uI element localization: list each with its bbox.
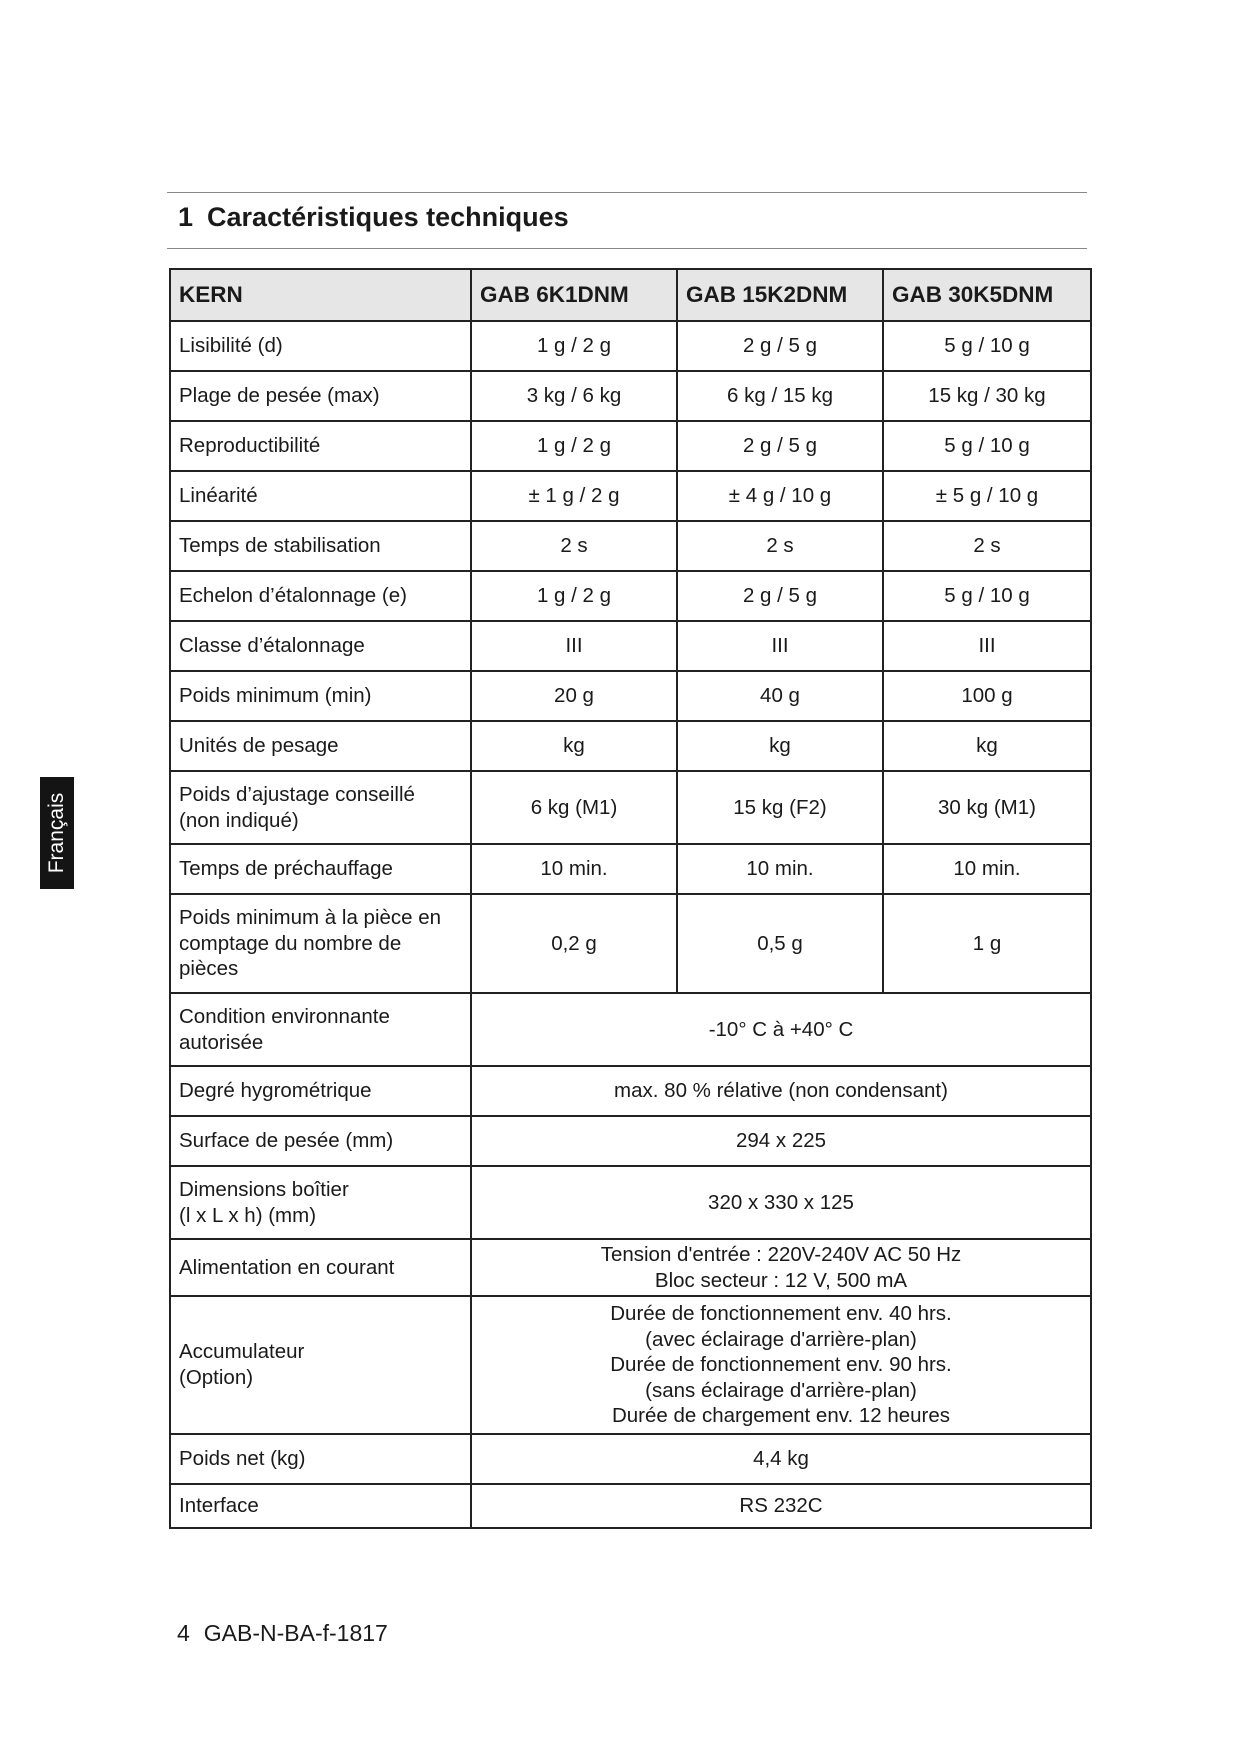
table-row xyxy=(170,894,1091,993)
specifications-table xyxy=(169,268,1092,1529)
table-row xyxy=(170,571,1091,621)
row-value: 2 s xyxy=(883,521,1091,571)
language-tab-label: Français xyxy=(45,792,68,874)
row-value: 2 s xyxy=(677,521,883,571)
row-value: 15 kg / 30 kg xyxy=(883,371,1091,421)
row-value: III xyxy=(677,621,883,671)
table-header-row xyxy=(170,269,1091,321)
top-rule xyxy=(167,192,1087,193)
row-value: 5 g / 10 g xyxy=(883,571,1091,621)
row-value: 10 min. xyxy=(471,844,677,894)
page-footer xyxy=(177,1620,388,1647)
table-row xyxy=(170,421,1091,471)
row-label: Alimentation en courant xyxy=(170,1239,471,1296)
table-row xyxy=(170,621,1091,671)
row-value: ± 5 g / 10 g xyxy=(883,471,1091,521)
row-label: Surface de pesée (mm) xyxy=(170,1116,471,1166)
header-cell-brand: KERN xyxy=(170,269,471,321)
row-label: Poids d’ajustage conseillé (non indiqué) xyxy=(170,771,471,844)
table-row xyxy=(170,771,1091,844)
table-row xyxy=(170,1296,1091,1434)
merged-value: -10° C à +40° C xyxy=(471,993,1091,1066)
row-value: 1 g xyxy=(883,894,1091,993)
row-label: Lisibilité (d) xyxy=(170,321,471,371)
row-value: 1 g / 2 g xyxy=(471,571,677,621)
row-value: 0,2 g xyxy=(471,894,677,993)
table-row xyxy=(170,521,1091,571)
row-value: kg xyxy=(471,721,677,771)
row-label: Poids minimum à la pièce en comptage du nombre de pièces xyxy=(170,894,471,993)
row-value: 1 g / 2 g xyxy=(471,321,677,371)
row-value: 40 g xyxy=(677,671,883,721)
row-label: Unités de pesage xyxy=(170,721,471,771)
row-value: 100 g xyxy=(883,671,1091,721)
table-row xyxy=(170,1434,1091,1484)
row-value: 30 kg (M1) xyxy=(883,771,1091,844)
row-value: kg xyxy=(883,721,1091,771)
header-cell-model-3: GAB 30K5DNM xyxy=(883,269,1091,321)
document-id: GAB-N-BA-f-1817 xyxy=(203,1620,388,1646)
row-value: 6 kg (M1) xyxy=(471,771,677,844)
row-label: Linéarité xyxy=(170,471,471,521)
row-value: ± 4 g / 10 g xyxy=(677,471,883,521)
row-value: 6 kg / 15 kg xyxy=(677,371,883,421)
table-row xyxy=(170,1484,1091,1528)
row-label: Poids net (kg) xyxy=(170,1434,471,1484)
row-label: Accumulateur (Option) xyxy=(170,1296,471,1434)
row-label: Temps de stabilisation xyxy=(170,521,471,571)
row-label: Classe d’étalonnage xyxy=(170,621,471,671)
section-heading xyxy=(178,202,569,233)
table-row xyxy=(170,321,1091,371)
row-value: 2 s xyxy=(471,521,677,571)
row-label: Interface xyxy=(170,1484,471,1528)
row-label: Temps de préchauffage xyxy=(170,844,471,894)
merged-value: RS 232C xyxy=(471,1484,1091,1528)
table-row xyxy=(170,1239,1091,1296)
section-number: 1 xyxy=(178,202,194,232)
table-row xyxy=(170,844,1091,894)
table-row xyxy=(170,993,1091,1066)
row-value: kg xyxy=(677,721,883,771)
merged-value: max. 80 % rélative (non condensant) xyxy=(471,1066,1091,1116)
row-value: 0,5 g xyxy=(677,894,883,993)
row-label: Echelon d’étalonnage (e) xyxy=(170,571,471,621)
row-value: 10 min. xyxy=(883,844,1091,894)
row-value: 2 g / 5 g xyxy=(677,421,883,471)
row-label: Plage de pesée (max) xyxy=(170,371,471,421)
merged-value: 294 x 225 xyxy=(471,1116,1091,1166)
header-cell-model-1: GAB 6K1DNM xyxy=(471,269,677,321)
section-title: Caractéristiques techniques xyxy=(207,202,569,232)
row-value: III xyxy=(883,621,1091,671)
row-label: Poids minimum (min) xyxy=(170,671,471,721)
merged-value: Tension d'entrée : 220V-240V AC 50 Hz Bloc secteur : 12 V, 500 mA xyxy=(471,1239,1091,1296)
row-value: 2 g / 5 g xyxy=(677,571,883,621)
table-row xyxy=(170,721,1091,771)
row-value: 5 g / 10 g xyxy=(883,421,1091,471)
row-value: 1 g / 2 g xyxy=(471,421,677,471)
row-label: Reproductibilité xyxy=(170,421,471,471)
language-tab xyxy=(40,777,74,889)
row-value: 3 kg / 6 kg xyxy=(471,371,677,421)
row-value: 10 min. xyxy=(677,844,883,894)
page-number: 4 xyxy=(177,1620,190,1646)
row-value: ± 1 g / 2 g xyxy=(471,471,677,521)
row-value: 20 g xyxy=(471,671,677,721)
row-label: Condition environnante autorisée xyxy=(170,993,471,1066)
bottom-rule xyxy=(167,248,1087,249)
table-row xyxy=(170,1066,1091,1116)
table-row xyxy=(170,671,1091,721)
table-row xyxy=(170,1166,1091,1239)
header-cell-model-2: GAB 15K2DNM xyxy=(677,269,883,321)
merged-value: 320 x 330 x 125 xyxy=(471,1166,1091,1239)
table-row xyxy=(170,371,1091,421)
table-row xyxy=(170,471,1091,521)
merged-value: 4,4 kg xyxy=(471,1434,1091,1484)
row-value: 5 g / 10 g xyxy=(883,321,1091,371)
merged-value: Durée de fonctionnement env. 40 hrs. (avec éclairage d'arrière-plan) Durée de fonctionnement env. 90 hrs. (sans éclairage d'arrière-plan) Durée de chargement env. 12 heures xyxy=(471,1296,1091,1434)
row-value: 2 g / 5 g xyxy=(677,321,883,371)
row-label: Degré hygrométrique xyxy=(170,1066,471,1116)
row-value: 15 kg (F2) xyxy=(677,771,883,844)
row-value: III xyxy=(471,621,677,671)
table-row xyxy=(170,1116,1091,1166)
row-label: Dimensions boîtier (l x L x h) (mm) xyxy=(170,1166,471,1239)
